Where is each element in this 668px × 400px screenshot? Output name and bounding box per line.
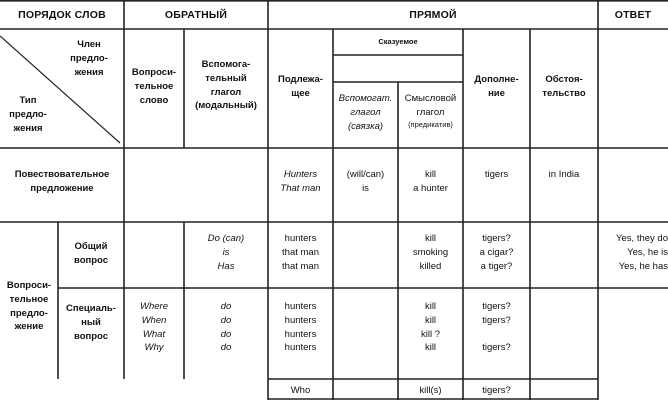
- general-answer: Yes, they do Yes, he is Yes, he has: [616, 233, 668, 272]
- general-auxiliary: Do (can) is Has: [207, 233, 245, 272]
- col-question-word: Вопроси- тельное слово: [131, 67, 177, 106]
- col-auxiliary-verb: Вспомога- тельный глагол (модальный): [195, 59, 257, 112]
- row-declarative-label: Повествовательное предложение: [14, 169, 110, 194]
- row-general-question-label: Общий вопрос: [73, 241, 109, 266]
- special-question-word: Where When What Why: [140, 301, 168, 354]
- declarative-verb: kill a hunter: [413, 169, 448, 194]
- col-adverbial: Обстоя- тельство: [542, 74, 586, 99]
- declarative-subject: Hunters That man: [280, 169, 321, 194]
- header-answer: ОТВЕТ: [614, 9, 652, 21]
- declarative-adverbial: in India: [548, 169, 580, 180]
- special-subject: hunters hunters hunters hunters: [284, 301, 317, 354]
- subject-question-who: Who: [290, 385, 311, 396]
- col-pred-auxiliary: Вспомогат. глагол (связка): [338, 93, 393, 132]
- general-object: tigers? a cigar? a tiger?: [479, 233, 514, 272]
- declarative-auxiliary: (will/can) is: [346, 169, 385, 194]
- general-subject: hunters that man that man: [282, 233, 319, 272]
- subject-question-verb: kill(s): [419, 385, 442, 396]
- row-interrogative-label: Вопроси- тельное предло- жение: [6, 280, 52, 333]
- col-predicate: Сказуемое: [378, 37, 418, 46]
- special-auxiliary: do do do do: [220, 301, 232, 354]
- special-object: tigers? tigers? tigers?: [482, 301, 511, 354]
- row-special-question-label: Специаль- ный вопрос: [66, 303, 116, 342]
- header-inverted: ОБРАТНЫЙ: [164, 9, 228, 21]
- col-object: Дополне- ние: [474, 74, 519, 99]
- corner-type-label: Тип предло- жения: [9, 95, 47, 134]
- header-word-order: ПОРЯДОК СЛОВ: [18, 9, 106, 21]
- general-verb: kill smoking killed: [412, 233, 449, 272]
- declarative-object: tigers: [484, 169, 509, 180]
- col-subject: Подлежа- щее: [278, 74, 323, 99]
- corner-member-label: Член предло- жения: [70, 39, 108, 78]
- subject-question-object: tigers?: [482, 385, 511, 396]
- special-verb: kill kill kill ? kill: [420, 301, 440, 354]
- header-direct: ПРЯМОЙ: [409, 9, 457, 21]
- col-semantic-verb: Смысловой глагол (предикатив): [404, 93, 457, 129]
